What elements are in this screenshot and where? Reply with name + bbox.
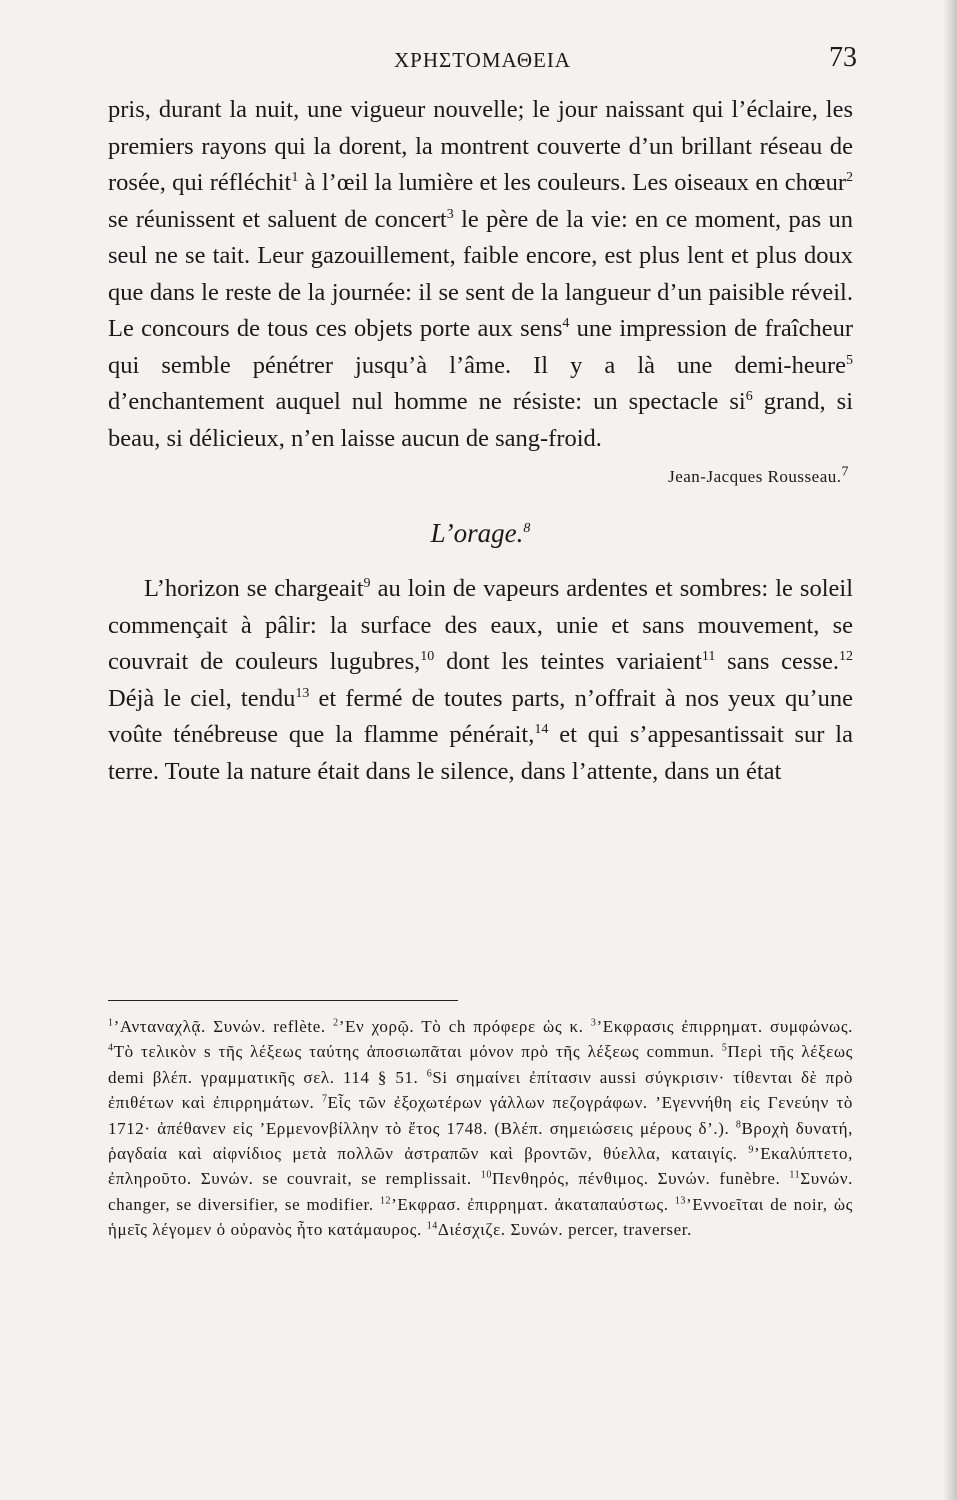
rousseau-passage: pris, durant la nuit, une vigueur nouvelle; le jour naissant qui l’éclaire, les premiers rayons qui la dorent, la montrent couverte d’un brillant réseau de rosée, qui réfléchit$^1$ à l’œil la lumière et les couleurs. Les oiseaux en chœur$^2$ se réunissent et saluent de concert$^3$ le père de la vie: en ce moment, pas un seul ne se tait. Leur gazouillement, faible encore, est plus lent et plus doux que dans le reste de la journée: il se sent de la langueur d’un paisible réveil. Le concours de tous ces objets porte aux sens$^4$ une impression de fraîcheur qui semble pénétrer jusqu’à l’âme. Il y a là une demi-heure$^5$ d’enchantement auquel nul homme ne résiste: un spectacle $si^6$ grand, si beau, si délicieux, n’en laisse aucun de sang-froid.	[108, 96, 853, 452]
footnote-ref-1: 1	[291, 169, 299, 185]
footnote-ref-13: 13	[295, 685, 310, 701]
footnotes	[108, 1014, 853, 1243]
main-text	[108, 92, 853, 790]
footnote-3: ’Εκφρασις ἐπιρρηματ. συμφώνως.	[596, 1017, 854, 1036]
footnote-ref-14: 14	[534, 721, 549, 737]
footnote-1: ’Ανταναχλᾷ. Συνών. reflète.	[113, 1017, 334, 1036]
footnote-9: ’Εκαλύπτετο, ἐπληροῦτο. Συνών. se couvrait, se remplissait.	[108, 1144, 853, 1189]
page-number: 73	[829, 42, 857, 73]
footnote-ref-5: 5	[846, 352, 853, 368]
footnote-ref-8: 8	[523, 521, 531, 536]
footnote-10: Πενθηρός, πένθιμος. Συνών. funèbre.	[491, 1169, 790, 1189]
footnote-ref-9: 9	[363, 575, 371, 591]
page-edge-shadow	[943, 0, 957, 1500]
footnote-ref-10: 10	[420, 648, 435, 664]
footnote-7: Εἷς τῶν ἐξοχωτέρων γάλλων πεζογράφων. ’Εγεννήθη εἰς Γενεύην τὸ 1712· ἀπέθανεν εἰς ’Ερμενονβίλλην τὸ ἔτος 1748. (Βλέπ. σημειώσεις μέρους δ’.).	[108, 1093, 853, 1138]
footnote-ref-7: 7	[841, 464, 849, 480]
running-header	[108, 42, 857, 82]
footnote-ref-11: 11	[701, 648, 716, 664]
footnote-2: ’Εν χορῷ. Τὸ ch πρόφερε ὡς κ.	[338, 1017, 591, 1036]
footnote-4: Τὸ τελικὸν s τῆς λέξεως ταύτης ἀποσιωπᾶται μόνον πρὸ τῆς λέξεως commun.	[113, 1042, 722, 1062]
footnotes-text: $^1$’Ανταναχλᾷ. Συνών. reflète. $^2$’Εν χορῷ. Τὸ ch πρόφερε ὡς κ. $^3$’Εκφρασις ἐπιρρηματ. συμφώνως. $^4$Τὸ τελικὸν s τῆς λέξεως ταύτης ἀποσιωπᾶται μόνον πρὸ τῆς λέξεως commun. $^5$Περὶ τῆς λέξεως demi βλέπ. γραμματικῆς σελ. 114 § 51. $^6$Si σημαίνει ἐπίτασιν aussi σύγκρισιν· τίθενται δὲ πρὸ ἐπιθέτων καὶ ἐπιρρημάτων. $^7$Εἷς τῶν ἐξοχωτέρων γάλλων πεζογράφων. ’Εγεννήθη εἰς Γενεύην τὸ 1712· ἀπέθανεν εἰς ’Ερμενονβίλλην τὸ ἔτος 1748. (Βλέπ. σημειώσεις μέρους δ’.). $^8$Βροχὴ δυνατή, ῥαγδαία καὶ αἰφνίδιος μετὰ πολλῶν ἀστραπῶν καὶ βροντῶν, θύελλα, καταιγίς. $^9$’Εκαλύπτετο, ἐπληροῦτο. Συνών. se couvrait, se remplissait. $^{10}$Πενθηρός, πένθιμος. Συνών. funèbre. $^{11}$Συνών. changer, se diversifier, se modifier. $^{12}$’Εκφρασ. ἐπιρρηματ. ἀκαταπαύστως. $^{13}$’Εννοεῖται de noir, ὡς ἡμεῖς λέγομεν ὁ οὐρανὸς ἦτο κατάμαυρος. $^{14}$Διέσχιζε. Συνών. percer, traverser.	[108, 1017, 854, 1240]
section-heading: L’orage.$^8$	[430, 518, 531, 548]
orage-passage: L’horizon se chargeait$^9$ au loin de vapeurs ardentes et sombres: le soleil commençait à pâlir: la surface des eaux, unie et sans mouvement, se couvrait de couleurs lugubres,$^{10}$ dont les teintes variaient$^{11}$ sans cesse.$^{12}$ Déjà le ciel, tendu$^{13}$ et fermé de toutes parts, n’offrait à nos yeux qu’une voûte ténébreuse que la flamme pénérait,$^{14}$ et qui s’appesantissait sur la terre. Toute la nature était dans le silence, dans l’attente, dans un état	[108, 575, 854, 785]
footnote-ref-6: 6	[745, 388, 753, 404]
footnote-6: Si σημαίνει ἐπίτασιν aussi σύγκρισιν· τίθενται δὲ πρὸ ἐπιθέτων καὶ ἐπιρρημάτων.	[108, 1067, 853, 1113]
footnote-11: Συνών. changer, se diversifier, se modifier.	[108, 1169, 853, 1214]
footnote-13: ’Εννοεῖται de noir, ὡς ἡμεῖς λέγομεν ὁ οὐρανὸς ἦτο κατάμαυρος.	[108, 1194, 853, 1240]
footnote-5: Περὶ τῆς λέξεως demi βλέπ. γραμματικῆς σελ. 114 § 51.	[108, 1042, 853, 1087]
footnote-8: Βροχὴ δυνατή, ῥαγδαία καὶ αἰφνίδιος μετὰ πολλῶν ἀστραπῶν καὶ βροντῶν, θύελλα, καταιγίς.	[108, 1118, 853, 1164]
footnote-divider	[108, 1000, 458, 1001]
footnote-ref-4: 4	[562, 315, 570, 331]
running-title: ΧΡΗΣΤΟΜΑΘΕΙΑ	[394, 48, 571, 72]
author-signature: Jean-Jacques Rousseau.$^7$	[668, 464, 849, 486]
footnote-14: Διέσχιζε. Συνών. percer, traverser.	[437, 1220, 692, 1240]
footnote-ref-3: 3	[446, 206, 454, 222]
footnote-12: ’Εκφρασ. ἐπιρρηματ. ἀκαταπαύστως.	[391, 1194, 675, 1214]
footnote-ref-12: 12	[838, 648, 853, 664]
footnote-ref-2: 2	[846, 169, 853, 185]
